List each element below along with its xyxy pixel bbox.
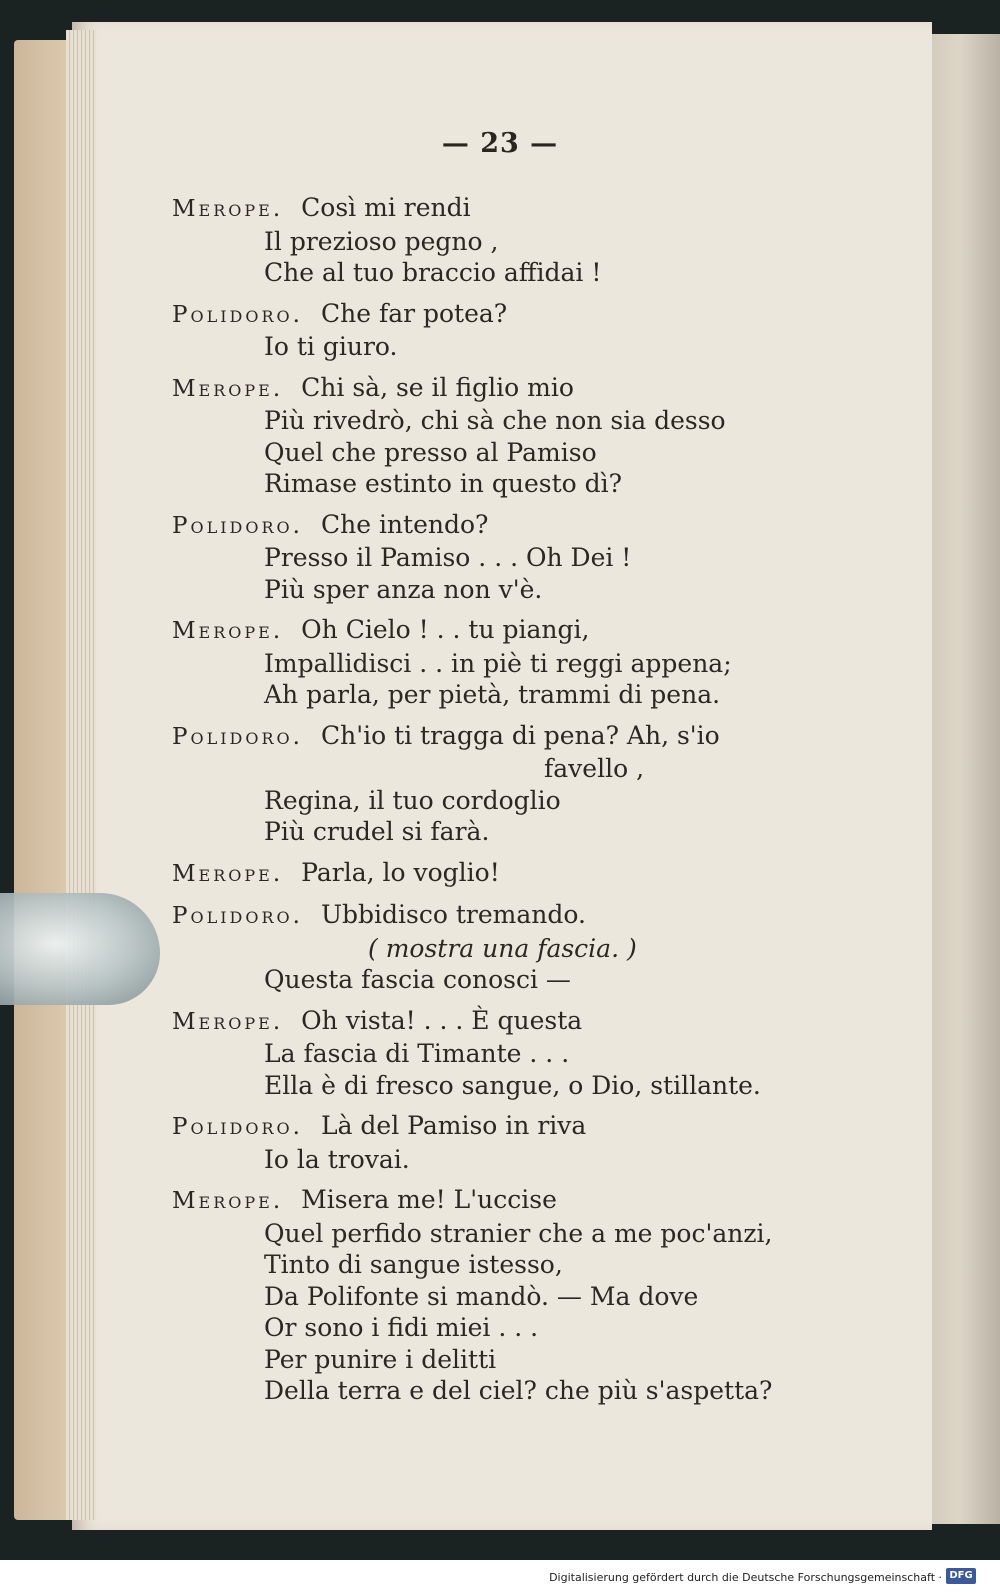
digitization-footer <box>0 1560 1000 1596</box>
dialogue-block <box>172 192 852 289</box>
page-leaves <box>66 30 96 1520</box>
dialogue-block <box>172 1005 852 1102</box>
verse-line: Quel che presso al Pamiso <box>264 437 597 467</box>
verse-line: Che intendo? <box>320 509 489 539</box>
stage-direction: ( mostra una fascia. ) <box>368 933 637 963</box>
verse-line: Chi sà, se il figlio mio <box>301 372 574 402</box>
speaker-name: Polidoro. <box>172 301 303 328</box>
verse-line: Questa fascia conosci — <box>264 965 571 994</box>
verse-line: Quel perfido stranier che a me poc'anzi, <box>264 1218 773 1248</box>
dialogue-block <box>172 899 852 996</box>
verse-line: Che al tuo braccio affidai ! <box>264 258 602 287</box>
verse-line: Ubbidisco tremando. <box>320 900 586 929</box>
verse-line: Ah parla, per pietà, trammi di pena. <box>264 680 721 709</box>
dfg-logo: DFG <box>946 1568 976 1584</box>
verse-line: Misera me! L'uccise <box>301 1185 557 1214</box>
funding-credit: Digitalisierung gefördert durch die Deutsche Forschungsgemeinschaft · <box>549 1571 942 1584</box>
verse-line: La fascia di Timante . . . <box>264 1039 570 1068</box>
verse-line: Io ti giuro. <box>264 332 398 361</box>
verse-line: Là del Pamiso in riva <box>320 1111 587 1140</box>
speaker-name: Merope. <box>172 1008 284 1035</box>
verse-line: Per punire i delitti <box>264 1344 497 1374</box>
page-number: — 23 — <box>441 128 559 159</box>
verse-line: Oh Cielo ! . . tu piangi, <box>301 615 590 644</box>
speaker-name: Polidoro. <box>172 1114 303 1140</box>
dialogue-block <box>172 720 852 848</box>
verse-line: Ch'io ti tragga di pena? Ah, s'io <box>320 720 720 750</box>
verse-line: Della terra e del ciel? che più s'aspetta? <box>264 1376 773 1405</box>
verse-line: Oh vista! . . . È questa <box>301 1005 583 1035</box>
verse-line: Tinto di sangue istesso, <box>264 1250 563 1279</box>
speaker-name: Merope. <box>172 375 284 402</box>
verse-line: Rimase estinto in questo dì? <box>264 469 623 498</box>
verse-line: Il prezioso pegno , <box>264 226 499 256</box>
dialogue-block <box>172 372 852 500</box>
speaker-name: Polidoro. <box>172 723 303 750</box>
dialogue-block <box>172 857 852 891</box>
verse-line: Ella è di fresco sangue, o Dio, stillante. <box>264 1070 761 1100</box>
verse-line: favello , <box>544 754 645 783</box>
dialogue-block <box>172 509 852 606</box>
verse-line: Da Polifonte si mandò. — Ma dove <box>264 1281 699 1311</box>
dialogue-text <box>172 192 852 1416</box>
dialogue-block <box>172 298 852 363</box>
verse-line: Più sper anza non v'è. <box>264 574 543 604</box>
speaker-name: Polidoro. <box>172 512 303 539</box>
speaker-name: Merope. <box>172 1188 284 1214</box>
verse-line: Or sono i fidi miei . . . <box>264 1313 539 1342</box>
speaker-name: Merope. <box>172 196 284 222</box>
dialogue-block <box>172 1184 852 1407</box>
dialogue-block <box>172 614 852 711</box>
thumb-holding-page <box>0 893 160 1005</box>
verse-line: Presso il Pamiso . . . Oh Dei ! <box>264 543 632 572</box>
verse-line: Più rivedrò, chi sà che non sia desso <box>264 406 726 435</box>
verse-line: Regina, il tuo cordoglio <box>264 785 561 815</box>
verse-line: Impallidisci . . in piè ti reggi appena; <box>264 648 732 678</box>
verse-line: Che far potea? <box>320 298 508 328</box>
verse-line: Io la trovai. <box>264 1144 410 1174</box>
speaker-name: Merope. <box>172 618 284 644</box>
speaker-name: Polidoro. <box>172 903 303 929</box>
verse-line: Parla, lo voglio! <box>301 857 500 887</box>
speaker-name: Merope. <box>172 860 284 887</box>
verse-line: Così mi rendi <box>301 193 471 222</box>
verse-line: Più crudel si farà. <box>264 817 490 846</box>
dialogue-block <box>172 1110 852 1175</box>
